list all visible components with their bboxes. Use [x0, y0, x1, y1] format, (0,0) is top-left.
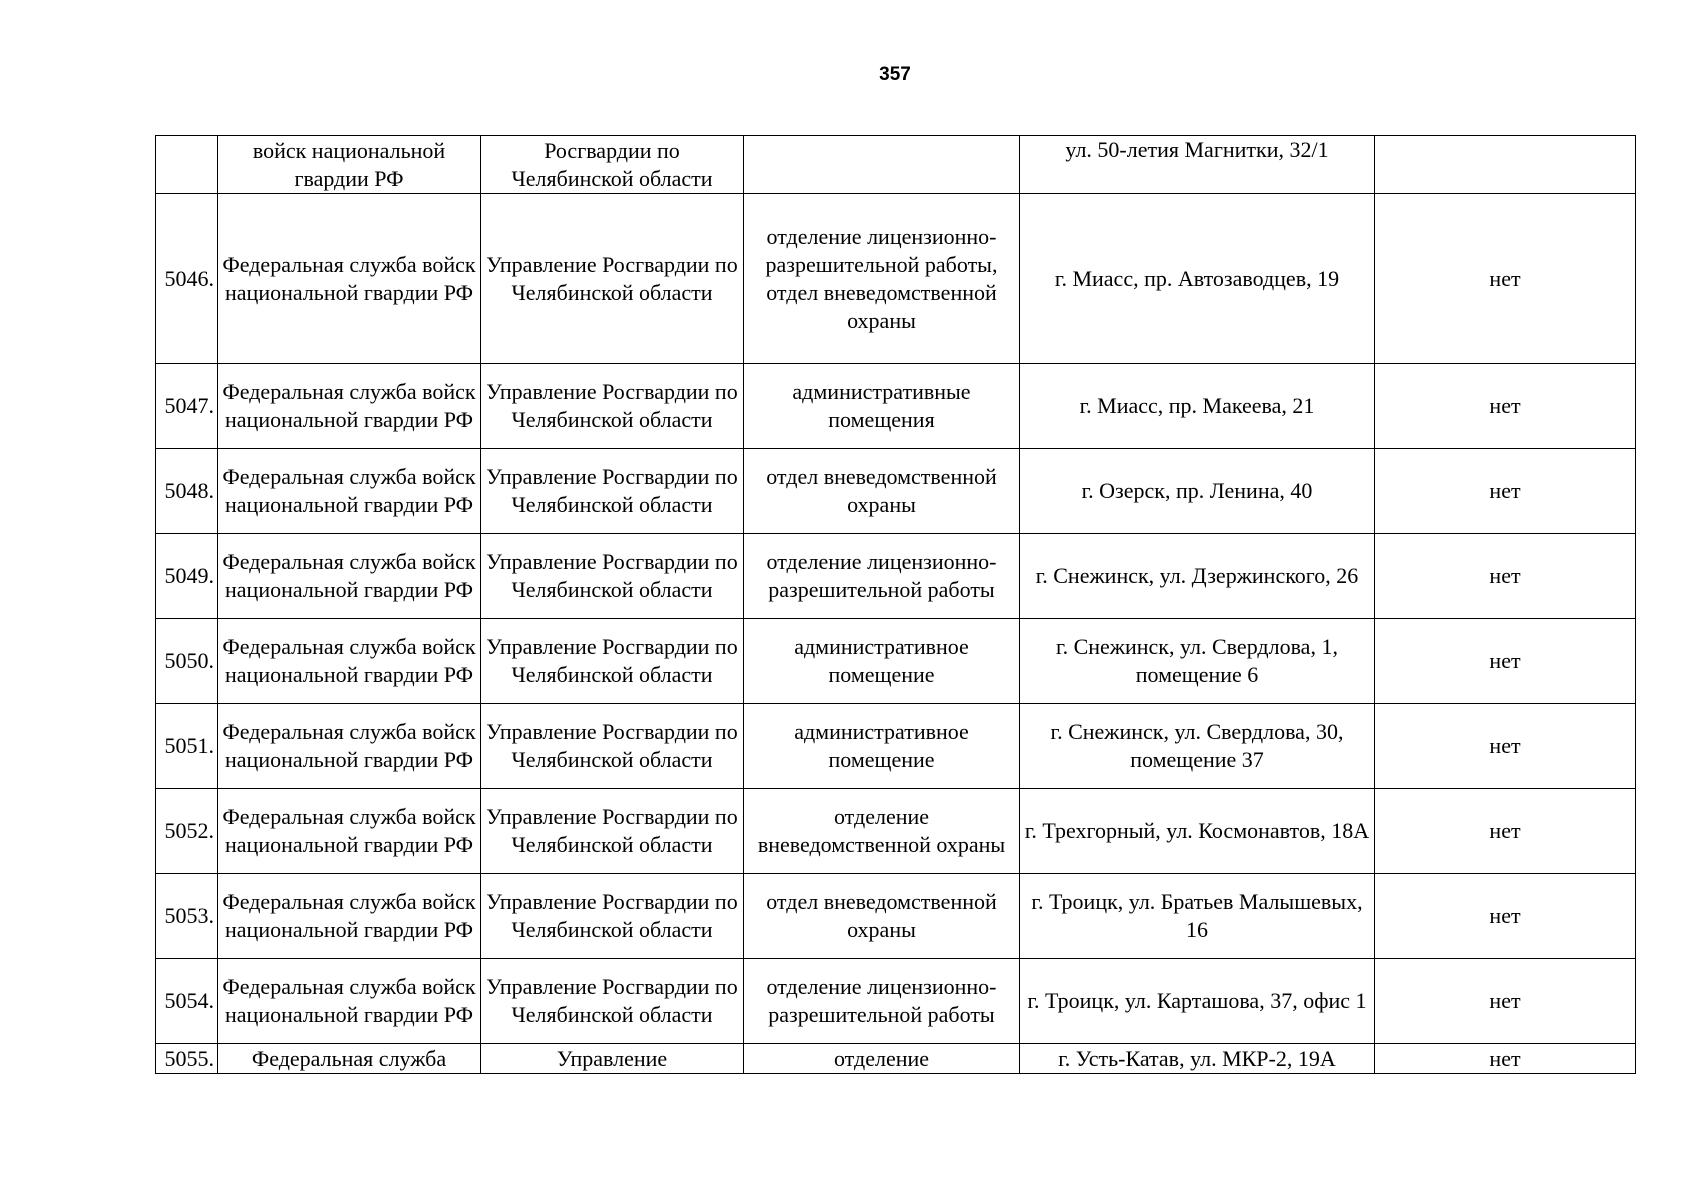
department-text: Управление Росгвардии по Челябинской области: [486, 974, 738, 1027]
table-row: [156, 619, 1636, 704]
organization-text: Федеральная служба войск национальной гвардии РФ: [222, 464, 476, 517]
address-text: ул. 50-летия Магнитки, 32/1: [1065, 137, 1329, 162]
unit-cell: [744, 619, 1020, 704]
organization-cell: [218, 449, 481, 534]
address-cell: [1020, 874, 1375, 959]
unit-text: административные помещения: [792, 379, 971, 432]
organization-cell: [218, 874, 481, 959]
address-cell: [1020, 959, 1375, 1044]
note-cell: нет: [1375, 619, 1636, 704]
organization-cell: [218, 704, 481, 789]
row-number: 5051.: [156, 704, 218, 789]
table-row: [156, 194, 1636, 364]
note-cell: нет: [1375, 534, 1636, 619]
row-number: 5046.: [156, 194, 218, 364]
address-cell: [1020, 534, 1375, 619]
department-text: Управление: [556, 1045, 668, 1071]
department-text: Управление Росгвардии по Челябинской области: [486, 251, 738, 305]
table-row: [156, 534, 1636, 619]
unit-cell: [744, 136, 1020, 194]
note-cell: нет: [1375, 704, 1636, 789]
organization-cell: [218, 534, 481, 619]
note-cell: нет: [1375, 874, 1636, 959]
address-text: г. Трехгорный, ул. Космонавтов, 18А: [1024, 818, 1370, 843]
row-number: 5055.: [156, 1044, 218, 1074]
table-row: [156, 1044, 1636, 1074]
organization-cell: [218, 959, 481, 1044]
page-number: 357: [879, 64, 911, 85]
unit-cell: [744, 789, 1020, 874]
unit-text: административное помещение: [794, 634, 969, 687]
unit-cell: [744, 194, 1020, 364]
note-cell: нет: [1375, 789, 1636, 874]
address-text: г. Миасс, пр. Макеева, 21: [1079, 393, 1315, 418]
address-text: г. Троицк, ул. Карташова, 37, офис 1: [1027, 988, 1367, 1013]
department-cell: [481, 789, 744, 874]
address-text: г. Усть-Катав, ул. МКР-2, 19А: [1058, 1045, 1336, 1071]
department-cell: [481, 1044, 744, 1074]
department-text: Управление Росгвардии по Челябинской области: [486, 719, 738, 772]
unit-text: отделение: [833, 1045, 930, 1071]
department-cell: [481, 704, 744, 789]
department-cell: [481, 449, 744, 534]
department-text: Управление Росгвардии по Челябинской области: [486, 889, 738, 942]
note-cell: [1375, 136, 1636, 194]
unit-text: отделение вневедомственной охраны: [757, 804, 1006, 857]
table-row: [156, 364, 1636, 449]
unit-text: отдел вневедомственной охраны: [766, 464, 997, 517]
address-text: г. Троицк, ул. Братьев Малышевых, 16: [1031, 889, 1363, 942]
department-cell: [481, 619, 744, 704]
organization-cell: [218, 364, 481, 449]
department-text: Управление Росгвардии по Челябинской области: [486, 804, 738, 857]
department-text: Управление Росгвардии по Челябинской области: [486, 379, 738, 432]
row-number: 5050.: [156, 619, 218, 704]
row-number: 5048.: [156, 449, 218, 534]
department-cell: [481, 136, 744, 194]
department-cell: [481, 364, 744, 449]
organization-text: Федеральная служба войск национальной гвардии РФ: [222, 889, 476, 942]
row-number: 5054.: [156, 959, 218, 1044]
organization-text: Федеральная служба войск национальной гвардии РФ: [222, 549, 476, 602]
address-cell: [1020, 619, 1375, 704]
note-cell: нет: [1375, 449, 1636, 534]
department-text: Управление Росгвардии по Челябинской области: [486, 549, 738, 602]
address-cell: [1020, 136, 1375, 194]
organization-cell: [218, 194, 481, 364]
unit-cell: [744, 449, 1020, 534]
table-row: [156, 874, 1636, 959]
row-number: 5052.: [156, 789, 218, 874]
unit-cell: [744, 704, 1020, 789]
note-cell: нет: [1375, 959, 1636, 1044]
registry-table: [155, 135, 1636, 1074]
organization-cell: [218, 1044, 481, 1074]
department-text: Управление Росгвардии по Челябинской области: [486, 464, 738, 517]
unit-cell: [744, 1044, 1020, 1074]
address-cell: [1020, 704, 1375, 789]
unit-text: отдел вневедомственной охраны: [766, 889, 997, 942]
organization-text: Федеральная служба войск национальной гвардии РФ: [222, 251, 476, 305]
address-cell: [1020, 194, 1375, 364]
unit-text: административное помещение: [794, 719, 969, 772]
unit-text: отделение лицензионно-разрешительной работы, отдел вневедомственной охраны: [765, 223, 998, 333]
address-text: г. Миасс, пр. Автозаводцев, 19: [1054, 265, 1340, 291]
organization-text: Федеральная служба войск национальной гвардии РФ: [222, 634, 476, 687]
address-text: г. Озерск, пр. Ленина, 40: [1081, 478, 1313, 503]
note-cell: нет: [1375, 194, 1636, 364]
department-cell: [481, 534, 744, 619]
organization-cell: [218, 136, 481, 194]
department-cell: [481, 874, 744, 959]
organization-text: Федеральная служба войск национальной гвардии РФ: [222, 719, 476, 772]
address-text: г. Снежинск, ул. Свердлова, 1, помещение 6: [1056, 634, 1338, 687]
unit-cell: [744, 534, 1020, 619]
note-cell: нет: [1375, 1044, 1636, 1074]
table-row: [156, 136, 1636, 194]
address-cell: [1020, 789, 1375, 874]
department-text: Управление Росгвардии по Челябинской области: [486, 634, 738, 687]
table-row: [156, 959, 1636, 1044]
unit-text: отделение лицензионно-разрешительной работы: [766, 549, 997, 602]
row-number: 5053.: [156, 874, 218, 959]
address-text: г. Снежинск, ул. Свердлова, 30, помещение 37: [1050, 719, 1344, 772]
unit-cell: [744, 364, 1020, 449]
department-cell: [481, 959, 744, 1044]
row-number: 5049.: [156, 534, 218, 619]
department-cell: [481, 194, 744, 364]
organization-text: Федеральная служба войск национальной гвардии РФ: [222, 379, 476, 432]
department-text: Росгвардии по Челябинской области: [511, 137, 713, 191]
address-cell: [1020, 449, 1375, 534]
organization-text: Федеральная служба войск национальной гвардии РФ: [222, 804, 476, 857]
organization-text: войск национальной гвардии РФ: [252, 137, 446, 191]
unit-text: отделение лицензионно-разрешительной работы: [766, 974, 997, 1027]
address-text: г. Снежинск, ул. Дзержинского, 26: [1035, 563, 1359, 588]
table-row: [156, 789, 1636, 874]
table-row: [156, 704, 1636, 789]
note-cell: нет: [1375, 364, 1636, 449]
table-row: [156, 449, 1636, 534]
organization-text: Федеральная служба: [251, 1045, 447, 1071]
unit-cell: [744, 959, 1020, 1044]
organization-cell: [218, 619, 481, 704]
organization-cell: [218, 789, 481, 874]
row-number: [156, 136, 218, 194]
row-number: 5047.: [156, 364, 218, 449]
address-cell: [1020, 1044, 1375, 1074]
address-cell: [1020, 364, 1375, 449]
unit-cell: [744, 874, 1020, 959]
organization-text: Федеральная служба войск национальной гвардии РФ: [222, 974, 476, 1027]
